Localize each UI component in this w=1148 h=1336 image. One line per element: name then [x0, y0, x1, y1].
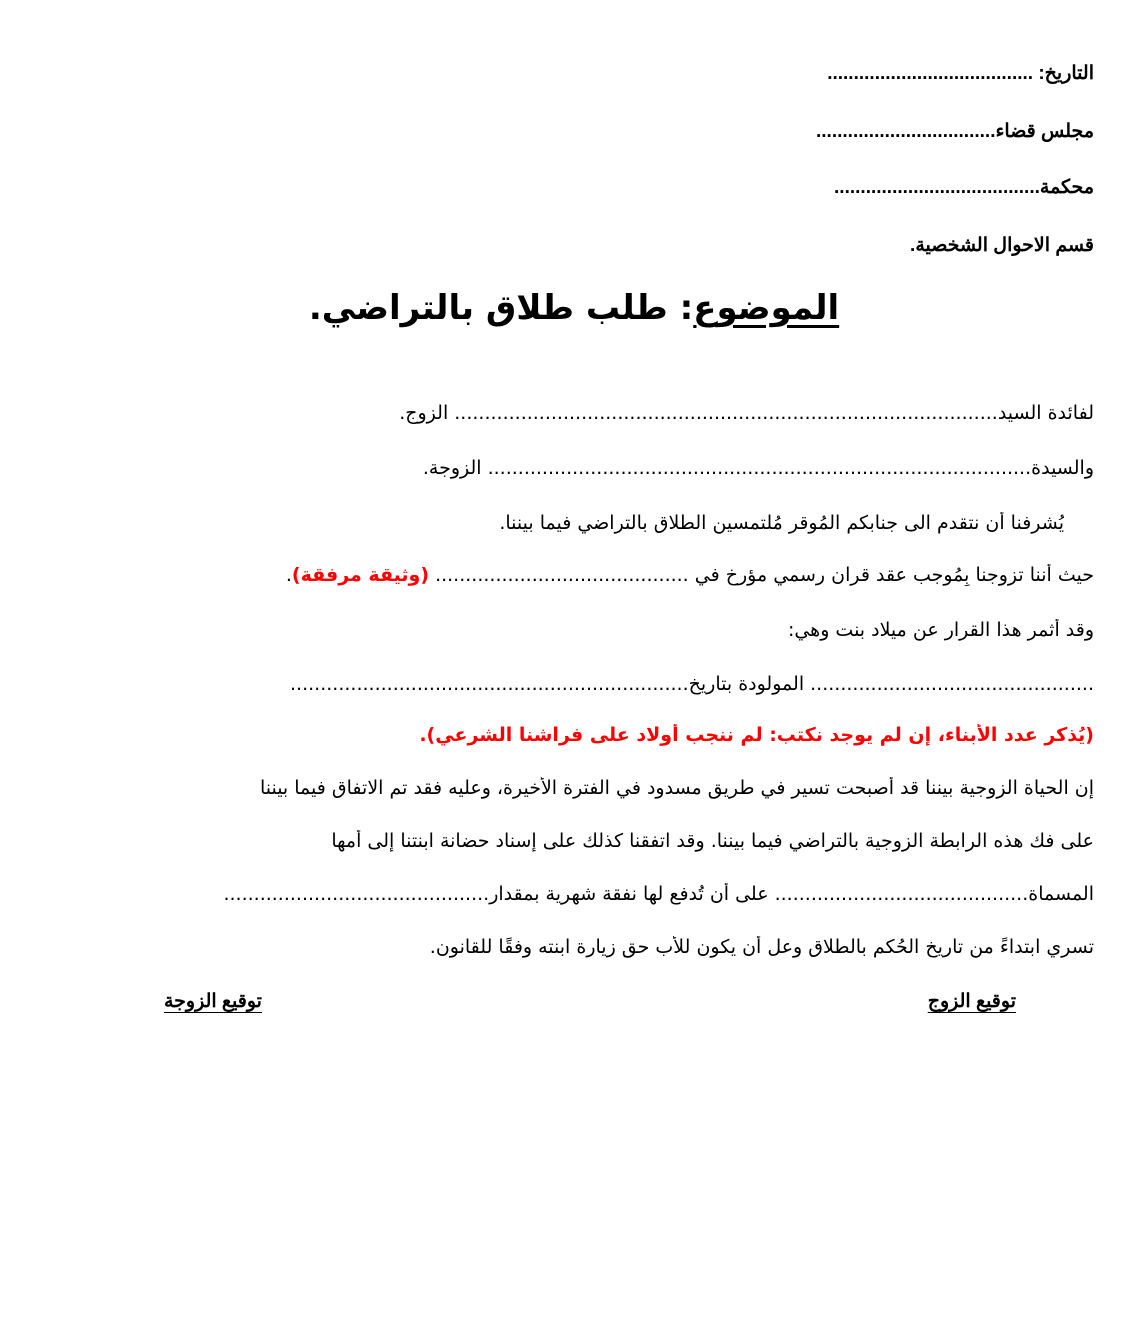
subject-word: الموضوع [693, 288, 840, 328]
intro-line: يُشرفنا أن نتقدم الى جنابكم المُوقر مُلتمسين الطلاق بالتراضي فيما بيننا. [499, 512, 1064, 534]
paragraph-line-3: المسماة.......................................... على أن تُدفع لها نفقة شهرية بمقدار............................................ [223, 883, 1094, 905]
paragraph-line-4: تسري ابتداءً من تاريخ الحُكم بالطلاق وعل أن يكون للأب حق زيارة ابنته وفقًا للقانون. [429, 936, 1094, 958]
court-field: محكمة....................................... [834, 177, 1094, 198]
council-field: مجلس قضاء.................................. [816, 121, 1094, 142]
page-title [0, 288, 1148, 328]
marriage-line [54, 564, 1094, 586]
marriage-end: . [285, 564, 292, 586]
husband-line: لفائدة السيد.......................................................................................... الزوج. [399, 402, 1094, 424]
paragraph-line-2: على فك هذه الرابطة الزوجية بالتراضي فيما بيننا. وقد اتفقنا كذلك على إسناد حضانة ابنتنا إلى أمها [331, 830, 1094, 852]
paragraph-line-1: إن الحياة الزوجية بيننا قد أصبحت تسير في طريق مسدود في الفترة الأخيرة، وعليه فقد تم الاتفاق فيما بيننا [259, 777, 1094, 799]
subject-text: : طلب طلاق بالتراضي. [308, 288, 694, 328]
child-line: وقد أثمر هذا القرار عن ميلاد بنت وهي: [787, 619, 1094, 641]
wife-signature-label: توقيع الزوجة [164, 991, 262, 1012]
children-note: (يُذكر عدد الأبناء، إن لم يوجد نكتب: لم ننجب أولاد على فراشنا الشرعي). [419, 724, 1094, 746]
section-label: قسم الاحوال الشخصية. [910, 235, 1094, 256]
date-field: التاريخ: ....................................... [827, 63, 1094, 84]
birth-line: ............................................... المولودة بتاريخ.................................................................. [290, 673, 1094, 695]
marriage-text: حيث أننا تزوجنا بِمُوجب عقد قران رسمي مؤرخ في .......................................... [435, 564, 1094, 586]
attachment-note: (وثيقة مرفقة) [291, 564, 430, 586]
wife-line: والسيدة.......................................................................................... الزوجة. [422, 457, 1094, 479]
husband-signature-label: توقيع الزوج [927, 991, 1016, 1012]
